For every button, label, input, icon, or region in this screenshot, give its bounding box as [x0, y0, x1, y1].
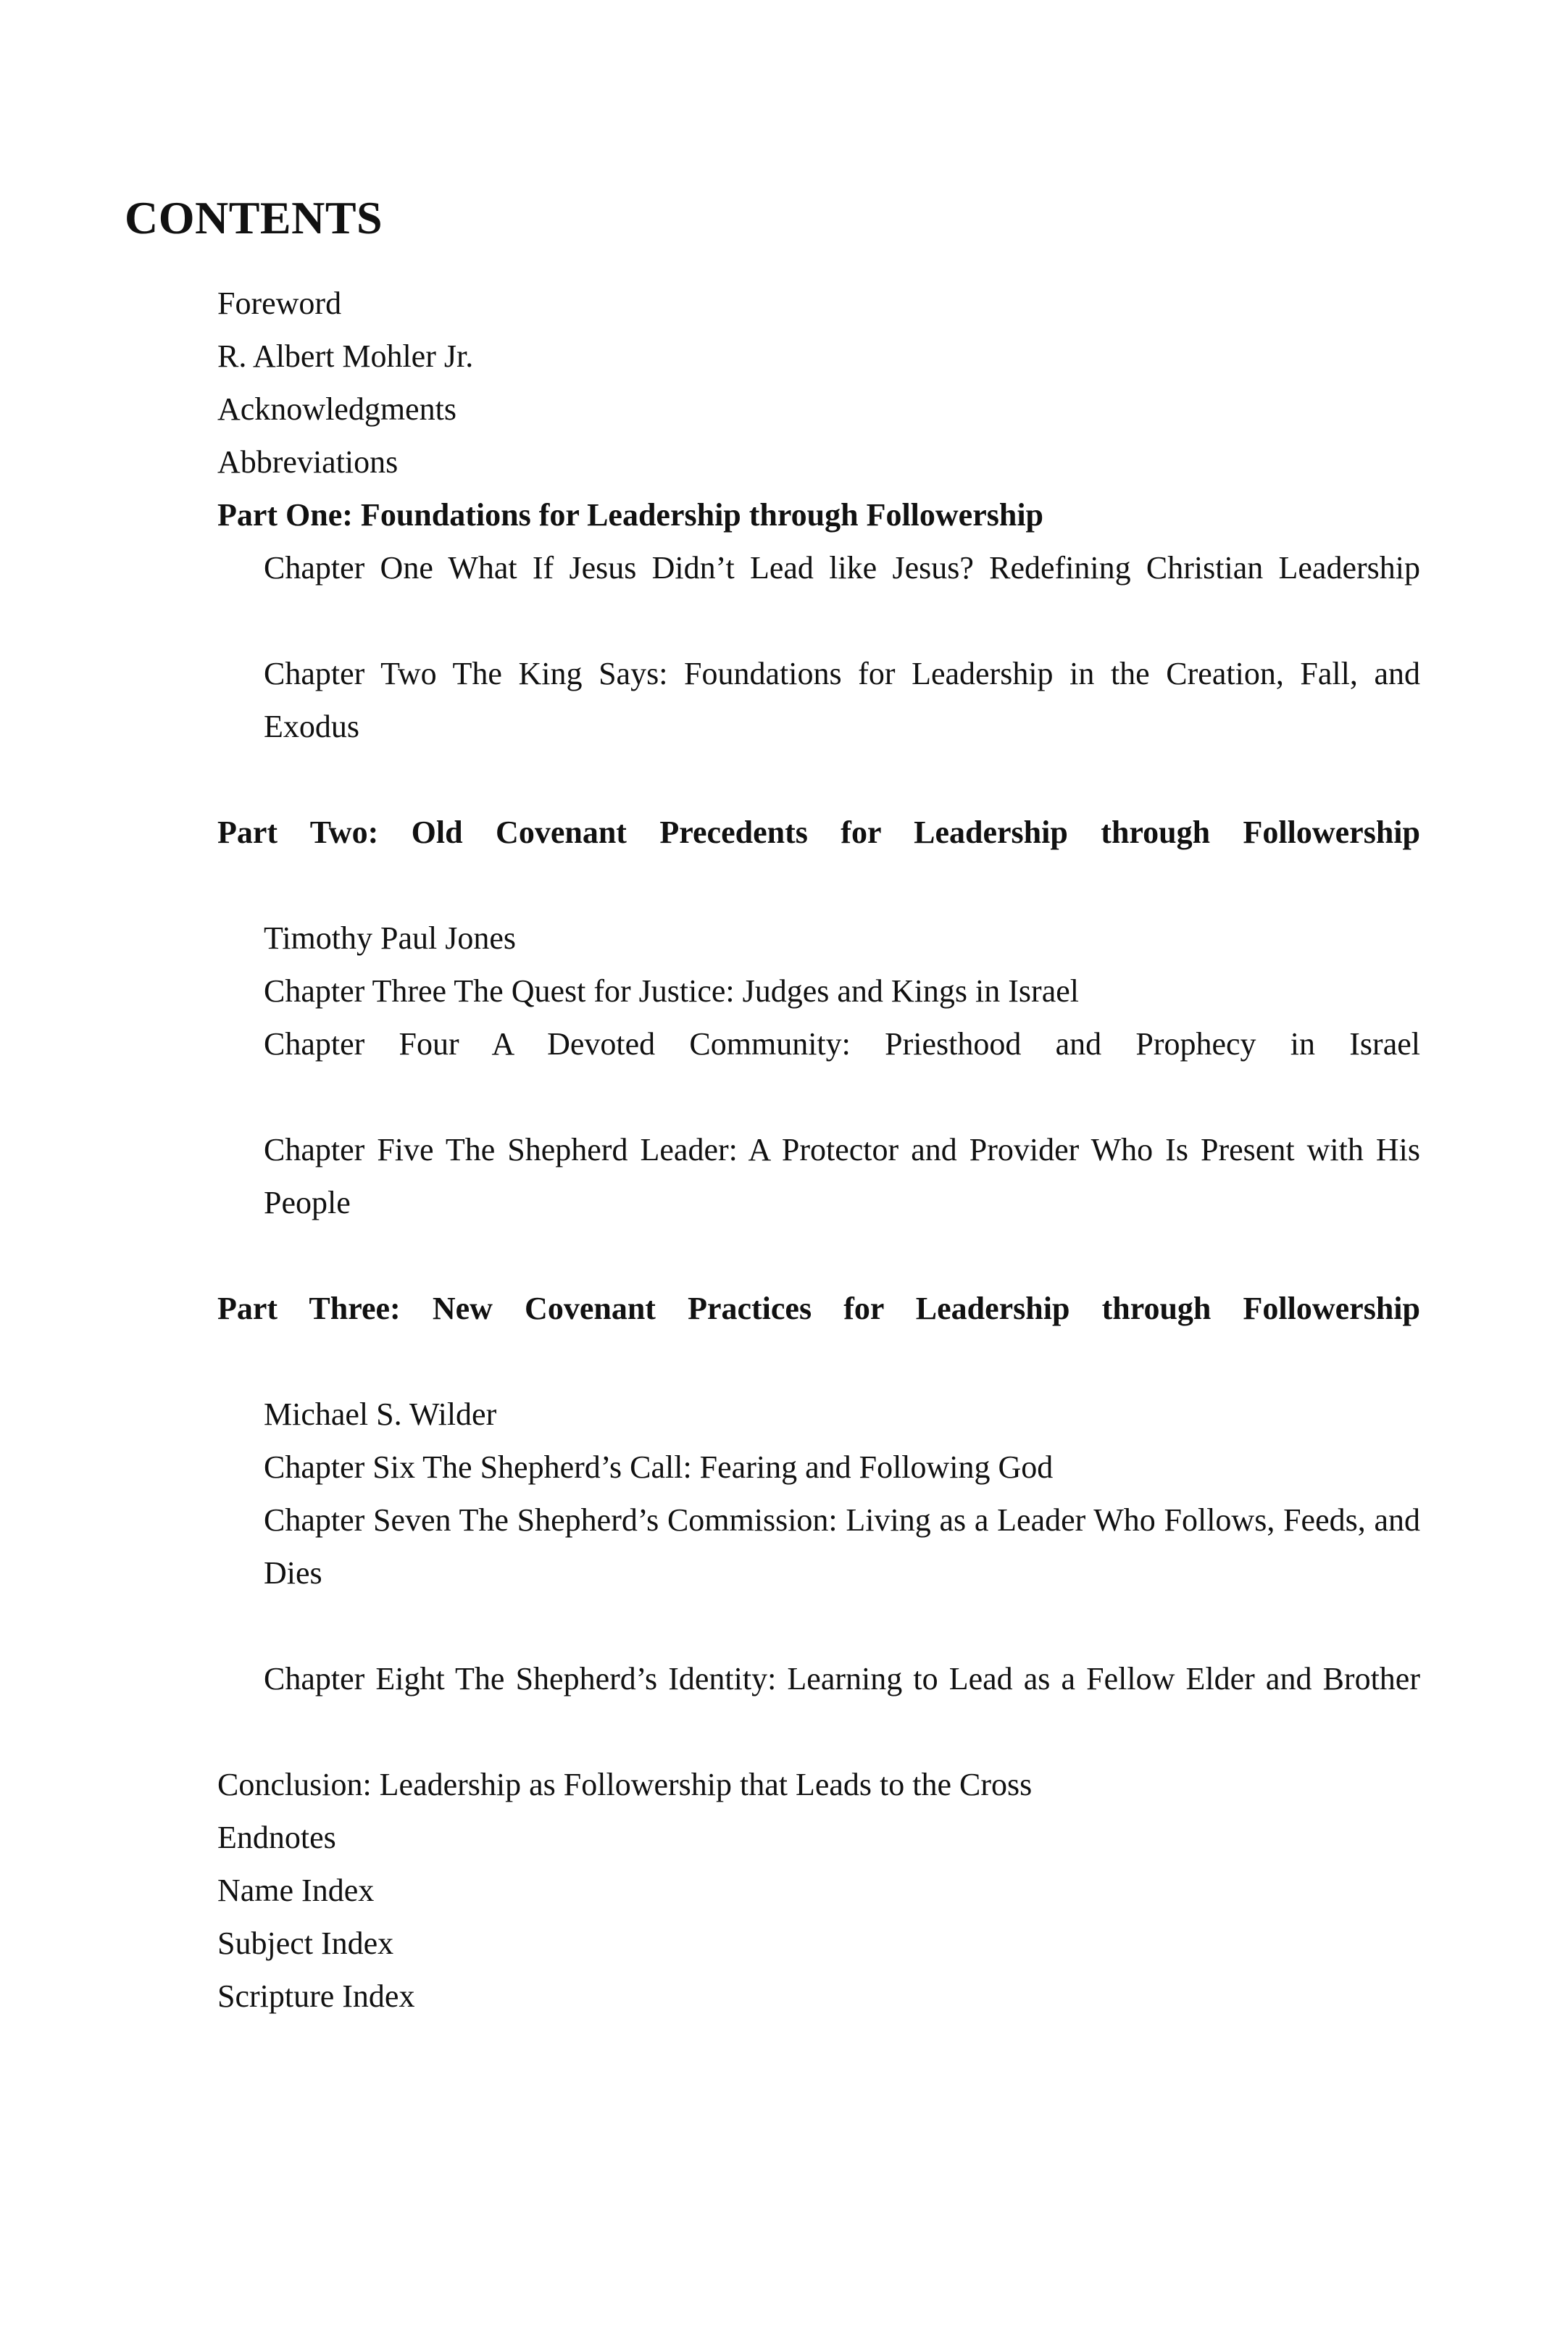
toc-entry-part[interactable]: Part Three: New Covenant Practices for Leadership through Followership — [217, 1291, 1420, 1326]
table-of-contents — [217, 277, 1420, 2023]
toc-entry-root[interactable]: Endnotes — [217, 1820, 336, 1855]
toc-entry-chapter[interactable]: Chapter One What If Jesus Didn’t Lead like Jesus? Redefining Christian Leadership — [264, 550, 1420, 586]
toc-entry-root[interactable]: Subject Index — [217, 1926, 394, 1961]
toc-entry-root[interactable]: Acknowledgments — [217, 391, 456, 427]
toc-entry-chapter[interactable]: Chapter Eight The Shepherd’s Identity: Learning to Lead as a Fellow Elder and Brother — [264, 1661, 1420, 1697]
toc-entry-chapter[interactable]: Chapter Four A Devoted Community: Priesthood and Prophecy in Israel — [264, 1026, 1420, 1062]
toc-entry-chapter[interactable]: Chapter Three The Quest for Justice: Judges and Kings in Israel — [264, 973, 1079, 1009]
toc-entry-root[interactable]: Scripture Index — [217, 1978, 415, 2014]
toc-entry-root[interactable]: Name Index — [217, 1873, 375, 1908]
toc-entry-chapter[interactable]: Timothy Paul Jones — [264, 920, 517, 956]
toc-entry-chapter[interactable]: Chapter Six The Shepherd’s Call: Fearing and Following God — [264, 1449, 1054, 1485]
toc-entry-root[interactable]: Conclusion: Leadership as Followership that Leads to the Cross — [217, 1767, 1033, 1802]
toc-entry-root[interactable]: Abbreviations — [217, 444, 399, 480]
toc-entry-root[interactable]: R. Albert Mohler Jr. — [217, 338, 474, 374]
page-title: CONTENTS — [125, 191, 383, 243]
toc-entry-part[interactable]: Part Two: Old Covenant Precedents for Leadership through Followership — [217, 815, 1420, 850]
toc-entry-chapter[interactable]: Michael S. Wilder — [264, 1396, 497, 1432]
toc-entry-chapter[interactable]: Chapter Seven The Shepherd’s Commission: Living as a Leader Who Follows, Feeds, and Dies — [264, 1502, 1420, 1591]
toc-entry-part[interactable]: Part One: Foundations for Leadership through Followership — [217, 497, 1044, 533]
toc-entry-chapter[interactable]: Chapter Two The King Says: Foundations for Leadership in the Creation, Fall, and Exodus — [264, 656, 1420, 744]
toc-entry-root[interactable]: Foreword — [217, 286, 342, 321]
toc-entry-chapter[interactable]: Chapter Five The Shepherd Leader: A Protector and Provider Who Is Present with His People — [264, 1132, 1420, 1220]
